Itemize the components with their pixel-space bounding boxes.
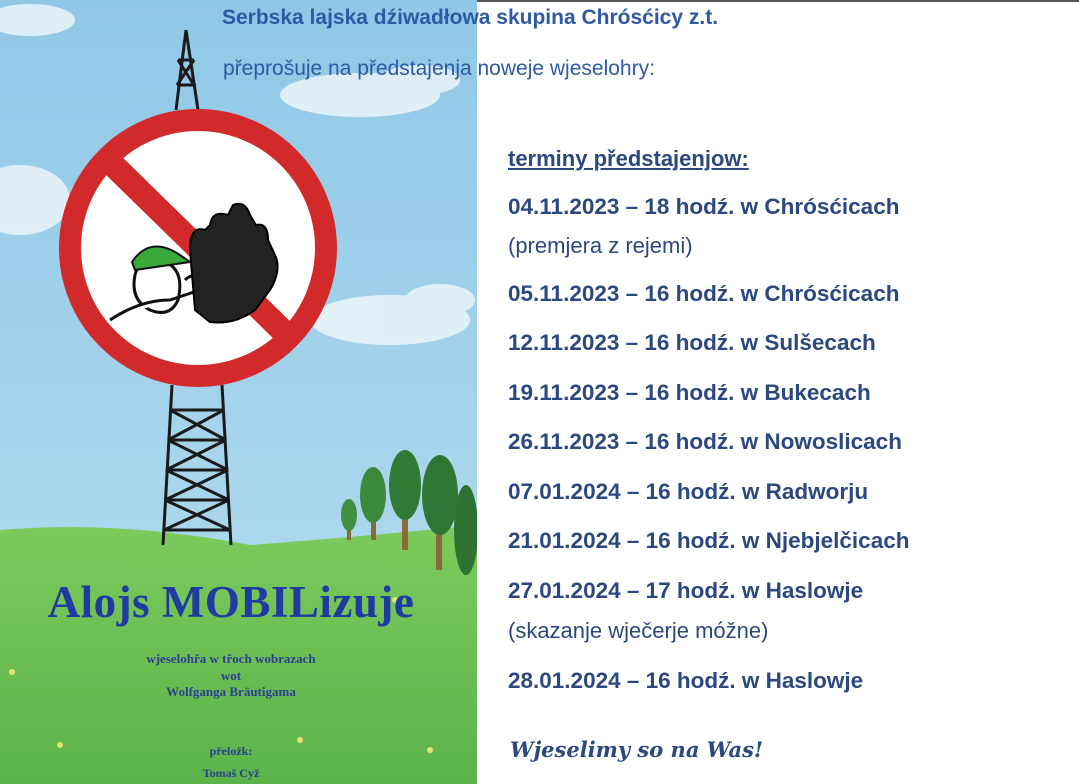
schedule-row: 28.01.2024 – 16 hodź. w Haslowje	[508, 668, 864, 693]
schedule-note: (skazanje wječerje móžne)	[508, 618, 769, 643]
poster-subtitle-wot: wot	[220, 668, 242, 683]
poster-translator-label: přeložk:	[209, 744, 253, 758]
group-name-heading: Serbska lajska dźiwadłowa skupina Chrósćicy z.t.	[222, 6, 719, 29]
schedule-note: (premjera z rejemi)	[508, 233, 693, 258]
schedule-row: 19.11.2023 – 16 hodź. w Bukecach	[508, 380, 871, 405]
poster-illustration	[0, 0, 477, 784]
poster-translator-name: Tomaš Cyž	[202, 766, 260, 780]
invitation-line: přeprošuje na předstajenja noweje wjeselohry:	[223, 57, 655, 80]
schedule-row: 07.01.2024 – 16 hodź. w Radworju	[508, 479, 869, 504]
schedule-row: 26.11.2023 – 16 hodź. w Nowoslicach	[508, 429, 902, 454]
poster-author: Wolfganga Bräutigama	[166, 684, 296, 699]
schedule-row: 05.11.2023 – 16 hodź. w Chrósćicach	[508, 281, 900, 306]
schedule-title: terminy předstajenjow:	[508, 146, 749, 171]
schedule-row: 04.11.2023 – 18 hodź. w Chrósćicach	[508, 194, 900, 219]
poster-image	[0, 0, 477, 784]
poster-subtitle: wjeselohřa w třoch wobrazach	[146, 651, 316, 666]
schedule-row: 27.01.2024 – 17 hodź. w Haslowje	[508, 578, 864, 603]
schedule-row: 12.11.2023 – 16 hodź. w Sulšecach	[508, 330, 876, 355]
schedule-row: 21.01.2024 – 16 hodź. w Njebjelčicach	[508, 528, 910, 553]
poster-title: Alojs MOBILizuje	[47, 577, 415, 627]
closing-greeting: Wjeselimy so na Was!	[510, 737, 764, 762]
